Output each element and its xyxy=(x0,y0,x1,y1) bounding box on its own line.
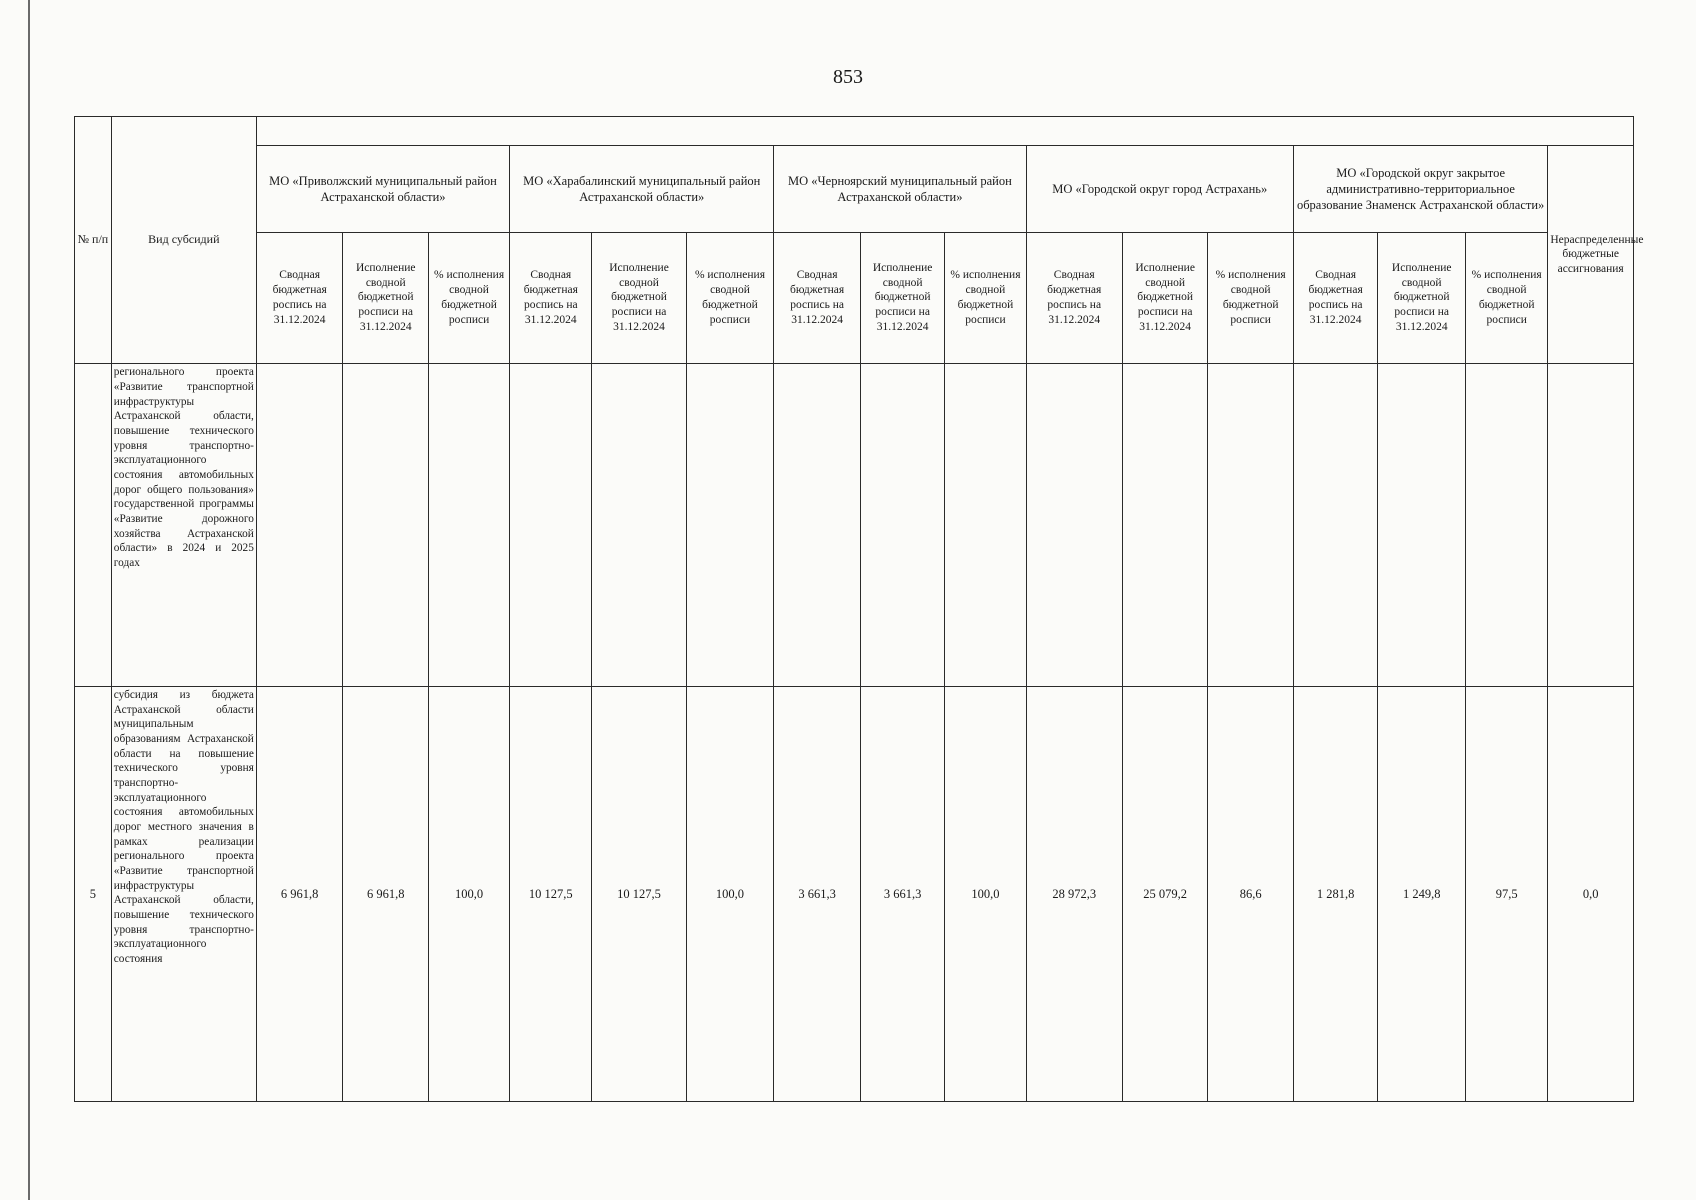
header-sub-percent: % исполнения сводной бюджетной росписи xyxy=(1466,232,1548,364)
value-cell: 6 961,8 xyxy=(343,686,429,1101)
header-subsidy-type: Вид субсидий xyxy=(111,117,256,364)
header-spanning-cell xyxy=(256,117,1633,146)
value-cell: 100,0 xyxy=(945,686,1026,1101)
header-sub-percent: % исполнения сводной бюджетной росписи xyxy=(686,232,774,364)
value-cell xyxy=(256,364,343,687)
row-number xyxy=(75,364,112,687)
header-sub-percent: % исполнения сводной бюджетной росписи xyxy=(428,232,509,364)
row-description: субсидия из бюджета Астраханской области муниципальным образованиям Астраханской области на повышение технического уровня транспортно-эксплуатационного состояния автомобильных дорог местного значения в рамках реализации регионального проекта «Развитие транспортной инфраструктуры Астраханской области, повышение технического уровня транспортно-эксплуатационного состояния xyxy=(111,686,256,1101)
value-cell: 97,5 xyxy=(1466,686,1548,1101)
value-cell xyxy=(1026,364,1122,687)
value-cell xyxy=(945,364,1026,687)
value-cell xyxy=(1466,364,1548,687)
header-sub-execution: Исполнение сводной бюджетной росписи на 31.12.2024 xyxy=(592,232,686,364)
value-cell: 0,0 xyxy=(1548,686,1634,1101)
value-cell xyxy=(428,364,509,687)
value-cell xyxy=(1293,364,1377,687)
value-cell: 10 127,5 xyxy=(510,686,592,1101)
value-cell xyxy=(343,364,429,687)
header-sub-execution: Исполнение сводной бюджетной росписи на 31.12.2024 xyxy=(1378,232,1466,364)
value-cell: 10 127,5 xyxy=(592,686,686,1101)
row-number: 5 xyxy=(75,686,112,1101)
value-cell: 25 079,2 xyxy=(1122,686,1208,1101)
value-cell: 6 961,8 xyxy=(256,686,343,1101)
value-cell xyxy=(1208,364,1294,687)
value-cell xyxy=(592,364,686,687)
value-cell: 3 661,3 xyxy=(860,686,944,1101)
value-cell: 1 249,8 xyxy=(1378,686,1466,1101)
header-mo-astrakhan: МО «Городской округ город Астрахань» xyxy=(1026,146,1293,232)
header-mo-kharabalinsky: МО «Харабалинский муниципальный район Астраханской области» xyxy=(510,146,774,232)
value-cell xyxy=(510,364,592,687)
table-row xyxy=(75,364,1634,687)
value-cell: 100,0 xyxy=(686,686,774,1101)
header-row-number: № п/п xyxy=(75,117,112,364)
value-cell xyxy=(1548,364,1634,687)
header-mo-znamensk: МО «Городской округ закрытое административно-территориальное образование Знаменск Астраханской области» xyxy=(1293,146,1547,232)
value-cell xyxy=(1378,364,1466,687)
header-sub-budget: Сводная бюджетная роспись на 31.12.2024 xyxy=(774,232,861,364)
subsidy-execution-table xyxy=(74,116,1644,1102)
value-cell xyxy=(774,364,861,687)
header-sub-percent: % исполнения сводной бюджетной росписи xyxy=(945,232,1026,364)
value-cell: 28 972,3 xyxy=(1026,686,1122,1101)
value-cell xyxy=(1122,364,1208,687)
header-unallocated: Нераспределенные бюджетные ассигнования xyxy=(1548,146,1634,364)
header-sub-budget: Сводная бюджетная роспись на 31.12.2024 xyxy=(1026,232,1122,364)
header-mo-chernoyarsky: МО «Черноярский муниципальный район Астраханской области» xyxy=(774,146,1026,232)
header-mo-privolzhsky: МО «Приволжский муниципальный район Астраханской области» xyxy=(256,146,509,232)
header-sub-execution: Исполнение сводной бюджетной росписи на 31.12.2024 xyxy=(343,232,429,364)
header-sub-budget: Сводная бюджетная роспись на 31.12.2024 xyxy=(1293,232,1377,364)
header-sub-percent: % исполнения сводной бюджетной росписи xyxy=(1208,232,1294,364)
page-binding-edge xyxy=(28,0,30,1200)
value-cell: 86,6 xyxy=(1208,686,1294,1101)
header-sub-budget: Сводная бюджетная роспись на 31.12.2024 xyxy=(510,232,592,364)
header-sub-execution: Исполнение сводной бюджетной росписи на 31.12.2024 xyxy=(860,232,944,364)
row-description: регионального проекта «Развитие транспортной инфраструктуры Астраханской области, повышение технического уровня транспортно-эксплуатационного состояния автомобильных дорог общего пользования» государственной программы «Развитие дорожного хозяйства Астраханской области» в 2024 и 2025 годах xyxy=(111,364,256,687)
value-cell xyxy=(860,364,944,687)
value-cell: 3 661,3 xyxy=(774,686,861,1101)
value-cell xyxy=(686,364,774,687)
table-row xyxy=(75,686,1634,1101)
header-sub-execution: Исполнение сводной бюджетной росписи на 31.12.2024 xyxy=(1122,232,1208,364)
page-number: 853 xyxy=(833,66,863,88)
header-sub-budget: Сводная бюджетная роспись на 31.12.2024 xyxy=(256,232,343,364)
value-cell: 1 281,8 xyxy=(1293,686,1377,1101)
value-cell: 100,0 xyxy=(428,686,509,1101)
